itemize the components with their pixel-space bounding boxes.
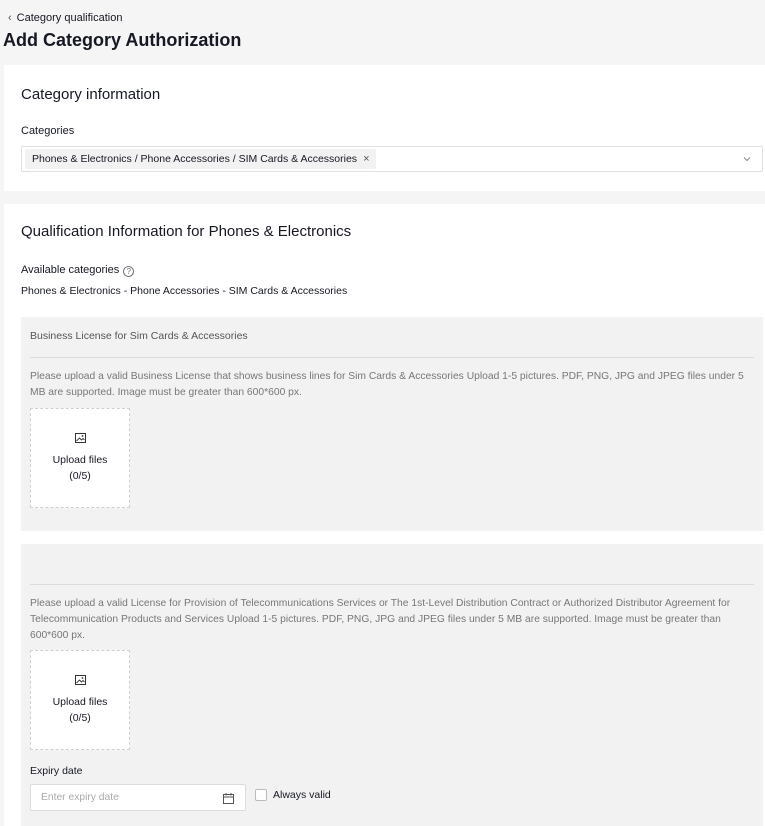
checkbox[interactable] xyxy=(255,789,267,801)
always-valid-label: Always valid xyxy=(273,789,331,801)
page-title: Add Category Authorization xyxy=(3,30,242,50)
question-circle-icon[interactable]: ? xyxy=(123,266,134,277)
page-header xyxy=(0,0,765,60)
qualification-block xyxy=(21,544,763,826)
category-information-card xyxy=(4,65,765,191)
card-title: Qualification Information for Phones & Electronics xyxy=(21,223,352,240)
categories-select[interactable] xyxy=(21,146,763,172)
divider xyxy=(30,584,754,585)
available-categories-value: Phones & Electronics - Phone Accessories - SIM Cards & Accessories xyxy=(21,285,348,297)
card-title: Category information xyxy=(21,86,161,103)
upload-label: Upload files xyxy=(52,695,108,708)
expiry-date-input[interactable] xyxy=(30,784,246,811)
close-icon[interactable]: × xyxy=(363,153,370,165)
categories-label: Categories xyxy=(21,125,75,137)
back-link-label: Category qualification xyxy=(16,12,123,24)
always-valid-checkbox[interactable] xyxy=(255,789,331,801)
expiry-date-label: Expiry date xyxy=(30,765,83,777)
available-categories-text: Available categories xyxy=(21,264,120,276)
upload-count: (0/5) xyxy=(69,711,91,724)
upload-count: (0/5) xyxy=(69,469,91,482)
chevron-left-icon: ‹ xyxy=(8,12,12,24)
qualification-information-card xyxy=(4,204,765,826)
upload-files-button[interactable] xyxy=(30,650,130,750)
chevron-down-icon[interactable] xyxy=(742,152,752,166)
calendar-icon[interactable] xyxy=(223,793,234,804)
back-link[interactable] xyxy=(8,12,122,24)
block-description: Please upload a valid Business License that shows business lines for Sim Cards & Accessories Upload 1-5 pictures. PDF, PNG, JPG and JPEG files under 5 MB are supported. Image must be greater than 600*600 px. xyxy=(30,371,744,398)
qualification-block xyxy=(21,317,763,531)
block-description: Please upload a valid License for Provision of Telecommunications Services or The 1st-Level Distribution Contract or Authorized Distributor Agreement for Telecommunication Products and Services Upload 1-5 pictures. PDF, PNG, JPG and JPEG files under 5 MB are supported. Image must be greater than 600*600 px. xyxy=(30,598,731,641)
block-title: Business License for Sim Cards & Accessories xyxy=(30,330,248,342)
upload-label: Upload files xyxy=(52,453,108,466)
image-icon xyxy=(75,433,86,443)
image-icon xyxy=(75,675,86,685)
expiry-date-placeholder: Enter expiry date xyxy=(41,792,119,803)
tag-label: Phones & Electronics / Phone Accessories / SIM Cards & Accessories xyxy=(32,153,358,165)
divider xyxy=(30,357,754,358)
selected-category-tag xyxy=(25,149,376,169)
upload-files-button[interactable] xyxy=(30,408,130,508)
available-categories-label xyxy=(21,264,134,277)
